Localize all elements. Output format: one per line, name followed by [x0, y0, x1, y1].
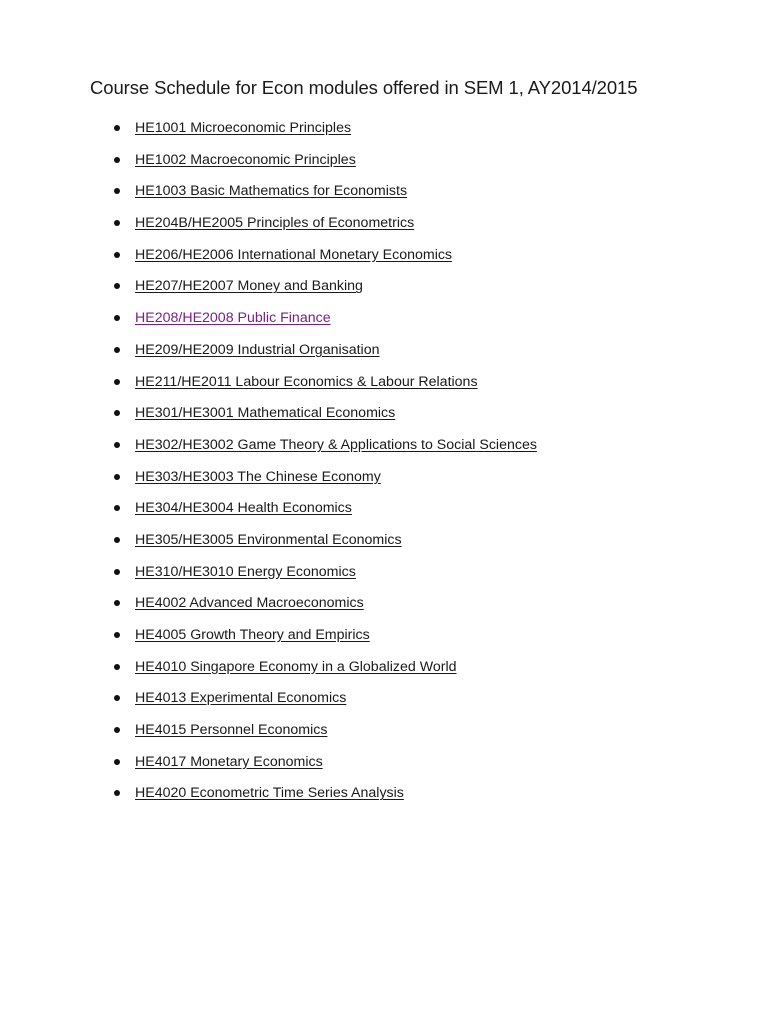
course-link[interactable]: HE310/HE3010 Energy Economics: [135, 563, 356, 580]
course-link[interactable]: HE1003 Basic Mathematics for Economists: [135, 183, 408, 200]
bullet-icon: [114, 759, 120, 765]
bullet-icon: [114, 505, 120, 511]
page-title: Course Schedule for Econ modules offered in SEM 1, AY2014/2015: [90, 77, 638, 98]
course-link[interactable]: HE4005 Growth Theory and Empirics: [135, 627, 370, 643]
bullet-icon: [114, 664, 120, 670]
course-link[interactable]: HE4010 Singapore Economy in a Globalized World: [135, 658, 457, 675]
course-link[interactable]: HE4017 Monetary Economics: [135, 753, 323, 770]
bullet-icon: [114, 315, 120, 321]
bullet-icon: [114, 537, 120, 543]
bullet-icon: [114, 379, 120, 385]
bullet-icon: [114, 125, 120, 131]
course-link[interactable]: HE4020 Econometric Time Series Analysis: [135, 785, 404, 802]
course-link[interactable]: HE1001 Microeconomic Principles: [135, 120, 352, 136]
course-link[interactable]: HE303/HE3003 The Chinese Economy: [135, 468, 381, 485]
course-link[interactable]: HE204B/HE2005 Principles of Econometrics: [135, 215, 415, 232]
bullet-icon: [114, 569, 120, 575]
bullet-icon: [114, 632, 120, 638]
course-link[interactable]: HE4002 Advanced Macroeconomics: [135, 595, 364, 612]
bullet-icon: [114, 157, 120, 163]
course-link[interactable]: HE206/HE2006 International Monetary Economics: [135, 246, 453, 263]
course-link[interactable]: HE302/HE3002 Game Theory & Applications to Social Sciences: [135, 436, 537, 453]
bullet-icon: [114, 695, 120, 701]
course-link[interactable]: HE305/HE3005 Environmental Economics: [135, 531, 402, 548]
bullet-icon: [114, 283, 120, 289]
course-link[interactable]: HE1002 Macroeconomic Principles: [135, 151, 356, 168]
bullet-icon: [114, 252, 120, 258]
course-link[interactable]: HE211/HE2011 Labour Economics & Labour Relations: [135, 373, 478, 390]
course-link[interactable]: HE207/HE2007 Money and Banking: [135, 278, 363, 295]
course-link[interactable]: HE304/HE3004 Health Economics: [135, 500, 352, 517]
bullet-icon: [114, 790, 120, 796]
bullet-icon: [114, 474, 120, 480]
bullet-icon: [114, 600, 120, 606]
bullet-icon: [114, 220, 120, 226]
bullet-icon: [114, 410, 120, 416]
course-link[interactable]: HE208/HE2008 Public Finance: [135, 310, 331, 327]
course-link[interactable]: HE4015 Personnel Economics: [135, 722, 328, 739]
course-link[interactable]: HE301/HE3001 Mathematical Economics: [135, 405, 396, 422]
bullet-icon: [114, 727, 120, 733]
bullet-icon: [114, 188, 120, 194]
course-link[interactable]: HE4013 Experimental Economics: [135, 690, 347, 707]
bullet-icon: [114, 442, 120, 448]
course-link[interactable]: HE209/HE2009 Industrial Organisation: [135, 341, 380, 358]
bullet-icon: [114, 347, 120, 353]
